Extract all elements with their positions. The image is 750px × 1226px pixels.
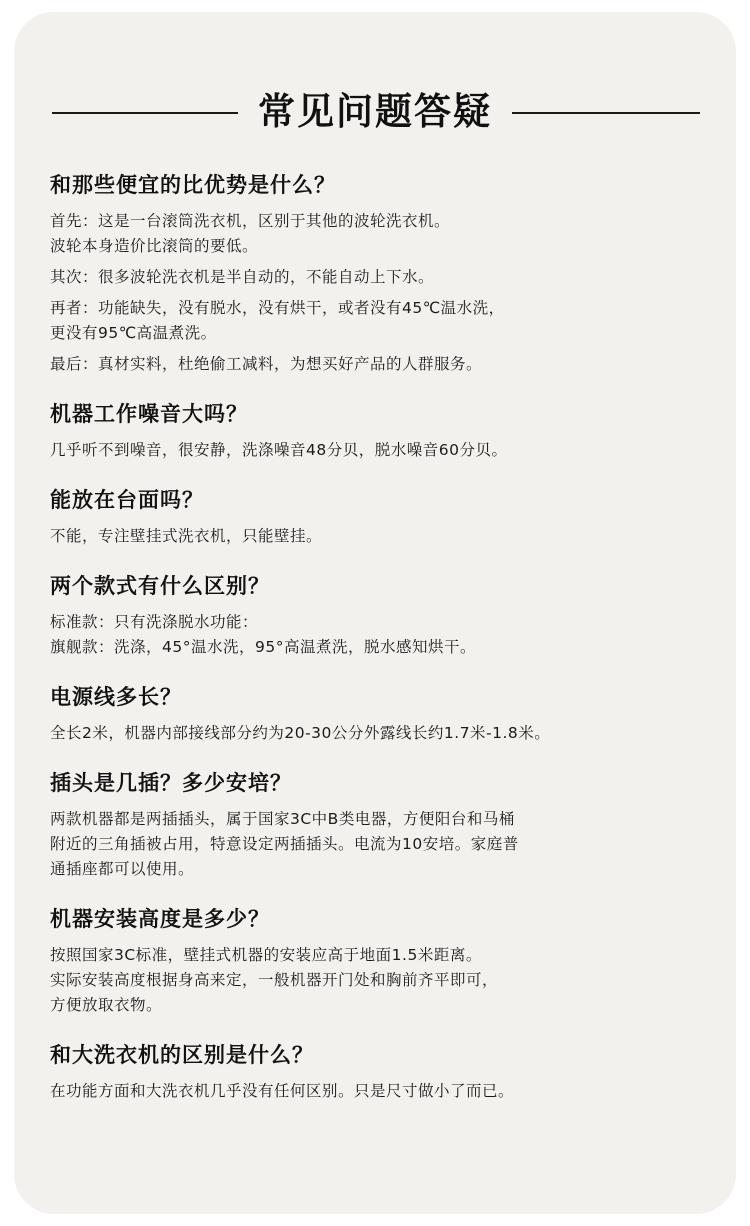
- faq-answer: [50, 265, 720, 290]
- faq-item: [50, 399, 720, 463]
- faq-answer-line: 旗舰款：洗涤，45°温水洗，95°高温煮洗，脱水感知烘干。: [50, 638, 476, 656]
- faq-answer-line: 实际安装高度根据身高来定，一般机器开门处和胸前齐平即可，: [50, 971, 499, 989]
- faq-answer: [50, 524, 720, 549]
- faq-item: [50, 485, 720, 549]
- faq-question: 能放在台面吗？: [50, 488, 204, 512]
- faq-answer-line: 按照国家3C标准，壁挂式机器的安装应高于地面1.5米距离。: [50, 946, 482, 964]
- faq-item: [50, 1040, 720, 1104]
- faq-question: 电源线多长？: [50, 685, 182, 709]
- page-title: 常见问题答疑: [258, 90, 492, 133]
- faq-card: [14, 12, 736, 1214]
- faq-answer: [50, 943, 720, 1018]
- faq-question: 两个款式有什么区别？: [50, 574, 270, 598]
- faq-answer-line: 通插座都可以使用。: [50, 860, 195, 878]
- faq-answer-line: 标准款：只有洗涤脱水功能：: [50, 613, 259, 631]
- header-divider-right: [512, 112, 700, 114]
- faq-question: 和大洗衣机的区别是什么？: [50, 1043, 314, 1067]
- faq-answer-line: 更没有95℃高温煮洗。: [50, 324, 217, 342]
- faq-answer-line: 再者：功能缺失，没有脱水，没有烘干，或者没有45℃温水洗，: [50, 299, 505, 317]
- faq-item: [50, 904, 720, 1018]
- faq-item: [50, 682, 720, 746]
- faq-answer-line: 不能，专注壁挂式洗衣机，只能壁挂。: [50, 527, 323, 545]
- faq-answer-line: 几乎听不到噪音，很安静，洗涤噪音48分贝，脱水噪音60分贝。: [50, 441, 508, 459]
- faq-item: [50, 571, 720, 660]
- faq-answer-line: 两款机器都是两插插头，属于国家3C中B类电器，方便阳台和马桶: [50, 810, 515, 828]
- faq-answer: [50, 209, 720, 259]
- faq-question: 插头是几插？多少安培？: [50, 771, 292, 795]
- faq-answer: [50, 296, 720, 346]
- faq-answer-line: 在功能方面和大洗衣机几乎没有任何区别。只是尺寸做小了而已。: [50, 1082, 515, 1100]
- faq-list: [50, 170, 720, 1126]
- faq-answer: [50, 438, 720, 463]
- header: [14, 84, 736, 140]
- faq-answer-line: 全长2米，机器内部接线部分约为20-30公分外露线长约1.7米-1.8米。: [50, 724, 551, 742]
- faq-answer: [50, 1079, 720, 1104]
- faq-answer: [50, 721, 720, 746]
- faq-question: 机器工作噪音大吗？: [50, 402, 248, 426]
- faq-answer-line: 附近的三角插被占用，特意设定两插插头。电流为10安培。家庭普: [50, 835, 519, 853]
- faq-question: 机器安装高度是多少？: [50, 907, 270, 931]
- faq-answer-line: 首先：这是一台滚筒洗衣机，区别于其他的波轮洗衣机。: [50, 212, 451, 230]
- faq-answer: [50, 610, 720, 660]
- faq-answer-line: 波轮本身造价比滚筒的要低。: [50, 237, 259, 255]
- faq-question: 和那些便宜的比优势是什么？: [50, 173, 336, 197]
- faq-answer: [50, 807, 720, 882]
- faq-answer-line: 方便放取衣物。: [50, 996, 163, 1014]
- faq-item: [50, 170, 720, 377]
- faq-answer-line: 最后：真材实料，杜绝偷工减料，为想买好产品的人群服务。: [50, 355, 483, 373]
- faq-item: [50, 768, 720, 882]
- faq-answer: [50, 352, 720, 377]
- faq-answer-line: 其次：很多波轮洗衣机是半自动的，不能自动上下水。: [50, 268, 435, 286]
- header-divider-left: [52, 112, 238, 114]
